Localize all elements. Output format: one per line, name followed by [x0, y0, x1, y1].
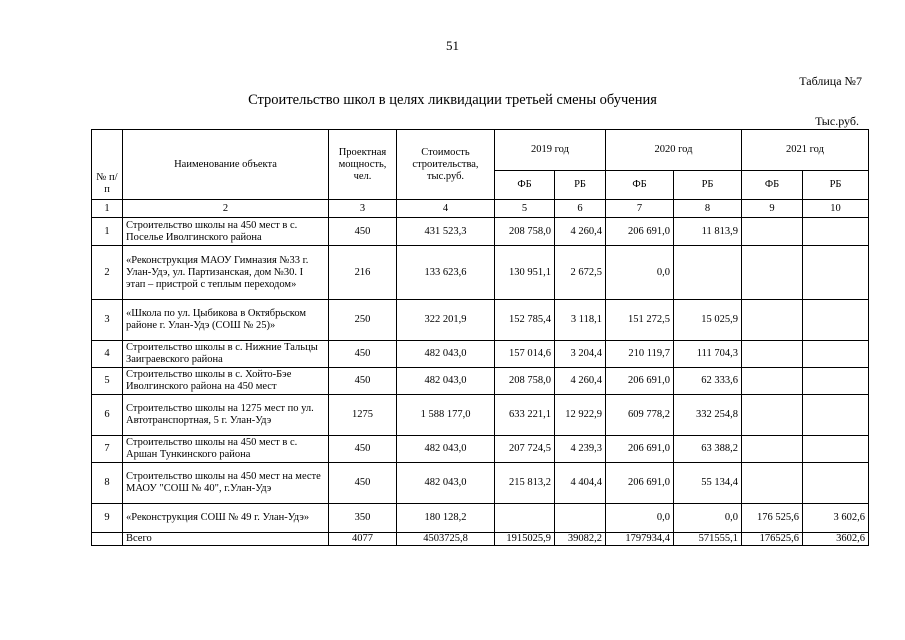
fb-2020-value: 206 691,0	[606, 463, 674, 504]
col-number: 5	[495, 200, 555, 218]
capacity-value: 350	[329, 504, 397, 533]
header-name: Наименование объекта	[123, 130, 329, 200]
capacity-value: 216	[329, 246, 397, 300]
total-rb-2021: 3602,6	[803, 533, 869, 546]
table-row	[92, 463, 869, 504]
total-fb-2020: 1797934,4	[606, 533, 674, 546]
row-number: 6	[92, 395, 123, 436]
fb-2019-value: 208 758,0	[495, 368, 555, 395]
object-name: Строительство школы на 450 мест в с. Аршан Тункинского района	[123, 436, 329, 463]
table-row	[92, 341, 869, 368]
header-fb: ФБ	[606, 171, 674, 200]
cost-value: 482 043,0	[397, 341, 495, 368]
fb-2021-value	[742, 368, 803, 395]
cost-value: 322 201,9	[397, 300, 495, 341]
rb-2019-value: 3 118,1	[555, 300, 606, 341]
rb-2021-value: 3 602,6	[803, 504, 869, 533]
total-cost: 4503725,8	[397, 533, 495, 546]
object-name: Строительство школы на 1275 мест по ул. Автотранспортная, 5 г. Улан-Удэ	[123, 395, 329, 436]
rb-2021-value	[803, 463, 869, 504]
header-rb: РБ	[803, 171, 869, 200]
rb-2019-value: 4 404,4	[555, 463, 606, 504]
col-number: 8	[674, 200, 742, 218]
capacity-value: 450	[329, 218, 397, 246]
fb-2021-value	[742, 341, 803, 368]
rb-2019-value: 4 260,4	[555, 368, 606, 395]
header-rb: РБ	[674, 171, 742, 200]
fb-2019-value: 207 724,5	[495, 436, 555, 463]
col-number: 4	[397, 200, 495, 218]
rb-2020-value: 62 333,6	[674, 368, 742, 395]
row-number: 2	[92, 246, 123, 300]
table-row	[92, 368, 869, 395]
total-label: Всего	[123, 533, 329, 546]
rb-2020-value: 0,0	[674, 504, 742, 533]
units-label: Тыс.руб.	[815, 114, 859, 128]
cost-value: 180 128,2	[397, 504, 495, 533]
cost-value: 431 523,3	[397, 218, 495, 246]
fb-2020-value: 210 119,7	[606, 341, 674, 368]
row-number: 1	[92, 218, 123, 246]
col-number: 6	[555, 200, 606, 218]
rb-2019-value: 3 204,4	[555, 341, 606, 368]
fb-2021-value	[742, 246, 803, 300]
table-row	[92, 300, 869, 341]
fb-2020-value: 0,0	[606, 504, 674, 533]
rb-2021-value	[803, 395, 869, 436]
table-label: Таблица №7	[799, 74, 862, 88]
rb-2021-value	[803, 368, 869, 395]
rb-2020-value: 332 254,8	[674, 395, 742, 436]
rb-2019-value	[555, 504, 606, 533]
rb-2020-value: 15 025,9	[674, 300, 742, 341]
table-row	[92, 246, 869, 300]
table-row	[92, 504, 869, 533]
row-number: 5	[92, 368, 123, 395]
cost-value: 1 588 177,0	[397, 395, 495, 436]
rb-2021-value	[803, 218, 869, 246]
header-num: № п/п	[92, 130, 123, 200]
total-rb-2019: 39082,2	[555, 533, 606, 546]
object-name: «Реконструкция МАОУ Гимназия №33 г. Улан-Удэ, ул. Партизанская, дом №30. I этап – пристрой с теплым переходом»	[123, 246, 329, 300]
header-fb: ФБ	[495, 171, 555, 200]
table-row	[92, 395, 869, 436]
total-number-cell	[92, 533, 123, 546]
fb-2019-value: 208 758,0	[495, 218, 555, 246]
rb-2019-value: 2 672,5	[555, 246, 606, 300]
rb-2021-value	[803, 341, 869, 368]
capacity-value: 450	[329, 368, 397, 395]
object-name: «Реконструкция СОШ № 49 г. Улан-Удэ»	[123, 504, 329, 533]
capacity-value: 1275	[329, 395, 397, 436]
schools-table	[91, 129, 869, 546]
fb-2019-value: 157 014,6	[495, 341, 555, 368]
rb-2019-value: 12 922,9	[555, 395, 606, 436]
page-number: 51	[446, 38, 459, 53]
fb-2020-value: 609 778,2	[606, 395, 674, 436]
total-capacity: 4077	[329, 533, 397, 546]
col-number: 7	[606, 200, 674, 218]
object-name: Строительство школы в с. Нижние Тальцы Заиграевского района	[123, 341, 329, 368]
cost-value: 133 623,6	[397, 246, 495, 300]
row-number: 4	[92, 341, 123, 368]
rb-2020-value: 63 388,2	[674, 436, 742, 463]
fb-2020-value: 206 691,0	[606, 218, 674, 246]
fb-2019-value: 633 221,1	[495, 395, 555, 436]
fb-2021-value	[742, 395, 803, 436]
rb-2020-value	[674, 246, 742, 300]
document-title: Строительство школ в целях ликвидации третьей смены обучения	[248, 92, 657, 108]
total-fb-2019: 1915025,9	[495, 533, 555, 546]
object-name: Строительство школы в с. Хойто-Бэе Иволгинского района на 450 мест	[123, 368, 329, 395]
rb-2019-value: 4 239,3	[555, 436, 606, 463]
object-name: «Школа по ул. Цыбикова в Октябрьском районе г. Улан-Удэ (СОШ № 25)»	[123, 300, 329, 341]
capacity-value: 450	[329, 436, 397, 463]
cost-value: 482 043,0	[397, 436, 495, 463]
header-row-1	[92, 130, 869, 171]
rb-2021-value	[803, 436, 869, 463]
col-number: 3	[329, 200, 397, 218]
rb-2020-value: 11 813,9	[674, 218, 742, 246]
fb-2021-value	[742, 436, 803, 463]
capacity-value: 250	[329, 300, 397, 341]
cost-value: 482 043,0	[397, 463, 495, 504]
object-name: Строительство школы на 450 мест на месте МАОУ "СОШ № 40", г.Улан-Удэ	[123, 463, 329, 504]
col-number: 9	[742, 200, 803, 218]
header-year-2020: 2020 год	[606, 130, 742, 171]
fb-2021-value	[742, 218, 803, 246]
fb-2021-value	[742, 300, 803, 341]
fb-2019-value: 130 951,1	[495, 246, 555, 300]
row-number: 3	[92, 300, 123, 341]
column-number-row	[92, 200, 869, 218]
total-row	[92, 533, 869, 546]
header-rb: РБ	[555, 171, 606, 200]
fb-2019-value: 215 813,2	[495, 463, 555, 504]
fb-2019-value: 152 785,4	[495, 300, 555, 341]
object-name: Строительство школы на 450 мест в с. Поселье Иволгинского района	[123, 218, 329, 246]
row-number: 8	[92, 463, 123, 504]
row-number: 7	[92, 436, 123, 463]
capacity-value: 450	[329, 341, 397, 368]
fb-2020-value: 0,0	[606, 246, 674, 300]
header-year-2021: 2021 год	[742, 130, 869, 171]
header-capacity: Проектная мощность, чел.	[329, 130, 397, 200]
fb-2020-value: 206 691,0	[606, 436, 674, 463]
col-number: 1	[92, 200, 123, 218]
rb-2019-value: 4 260,4	[555, 218, 606, 246]
fb-2020-value: 151 272,5	[606, 300, 674, 341]
fb-2020-value: 206 691,0	[606, 368, 674, 395]
header-year-2019: 2019 год	[495, 130, 606, 171]
rb-2021-value	[803, 300, 869, 341]
cost-value: 482 043,0	[397, 368, 495, 395]
table-row	[92, 218, 869, 246]
header-cost: Стоимость строительства, тыс.руб.	[397, 130, 495, 200]
rb-2021-value	[803, 246, 869, 300]
total-rb-2020: 571555,1	[674, 533, 742, 546]
fb-2019-value	[495, 504, 555, 533]
row-number: 9	[92, 504, 123, 533]
table-row	[92, 436, 869, 463]
fb-2021-value	[742, 463, 803, 504]
col-number: 10	[803, 200, 869, 218]
rb-2020-value: 55 134,4	[674, 463, 742, 504]
col-number: 2	[123, 200, 329, 218]
capacity-value: 450	[329, 463, 397, 504]
rb-2020-value: 111 704,3	[674, 341, 742, 368]
total-fb-2021: 176525,6	[742, 533, 803, 546]
header-fb: ФБ	[742, 171, 803, 200]
fb-2021-value: 176 525,6	[742, 504, 803, 533]
